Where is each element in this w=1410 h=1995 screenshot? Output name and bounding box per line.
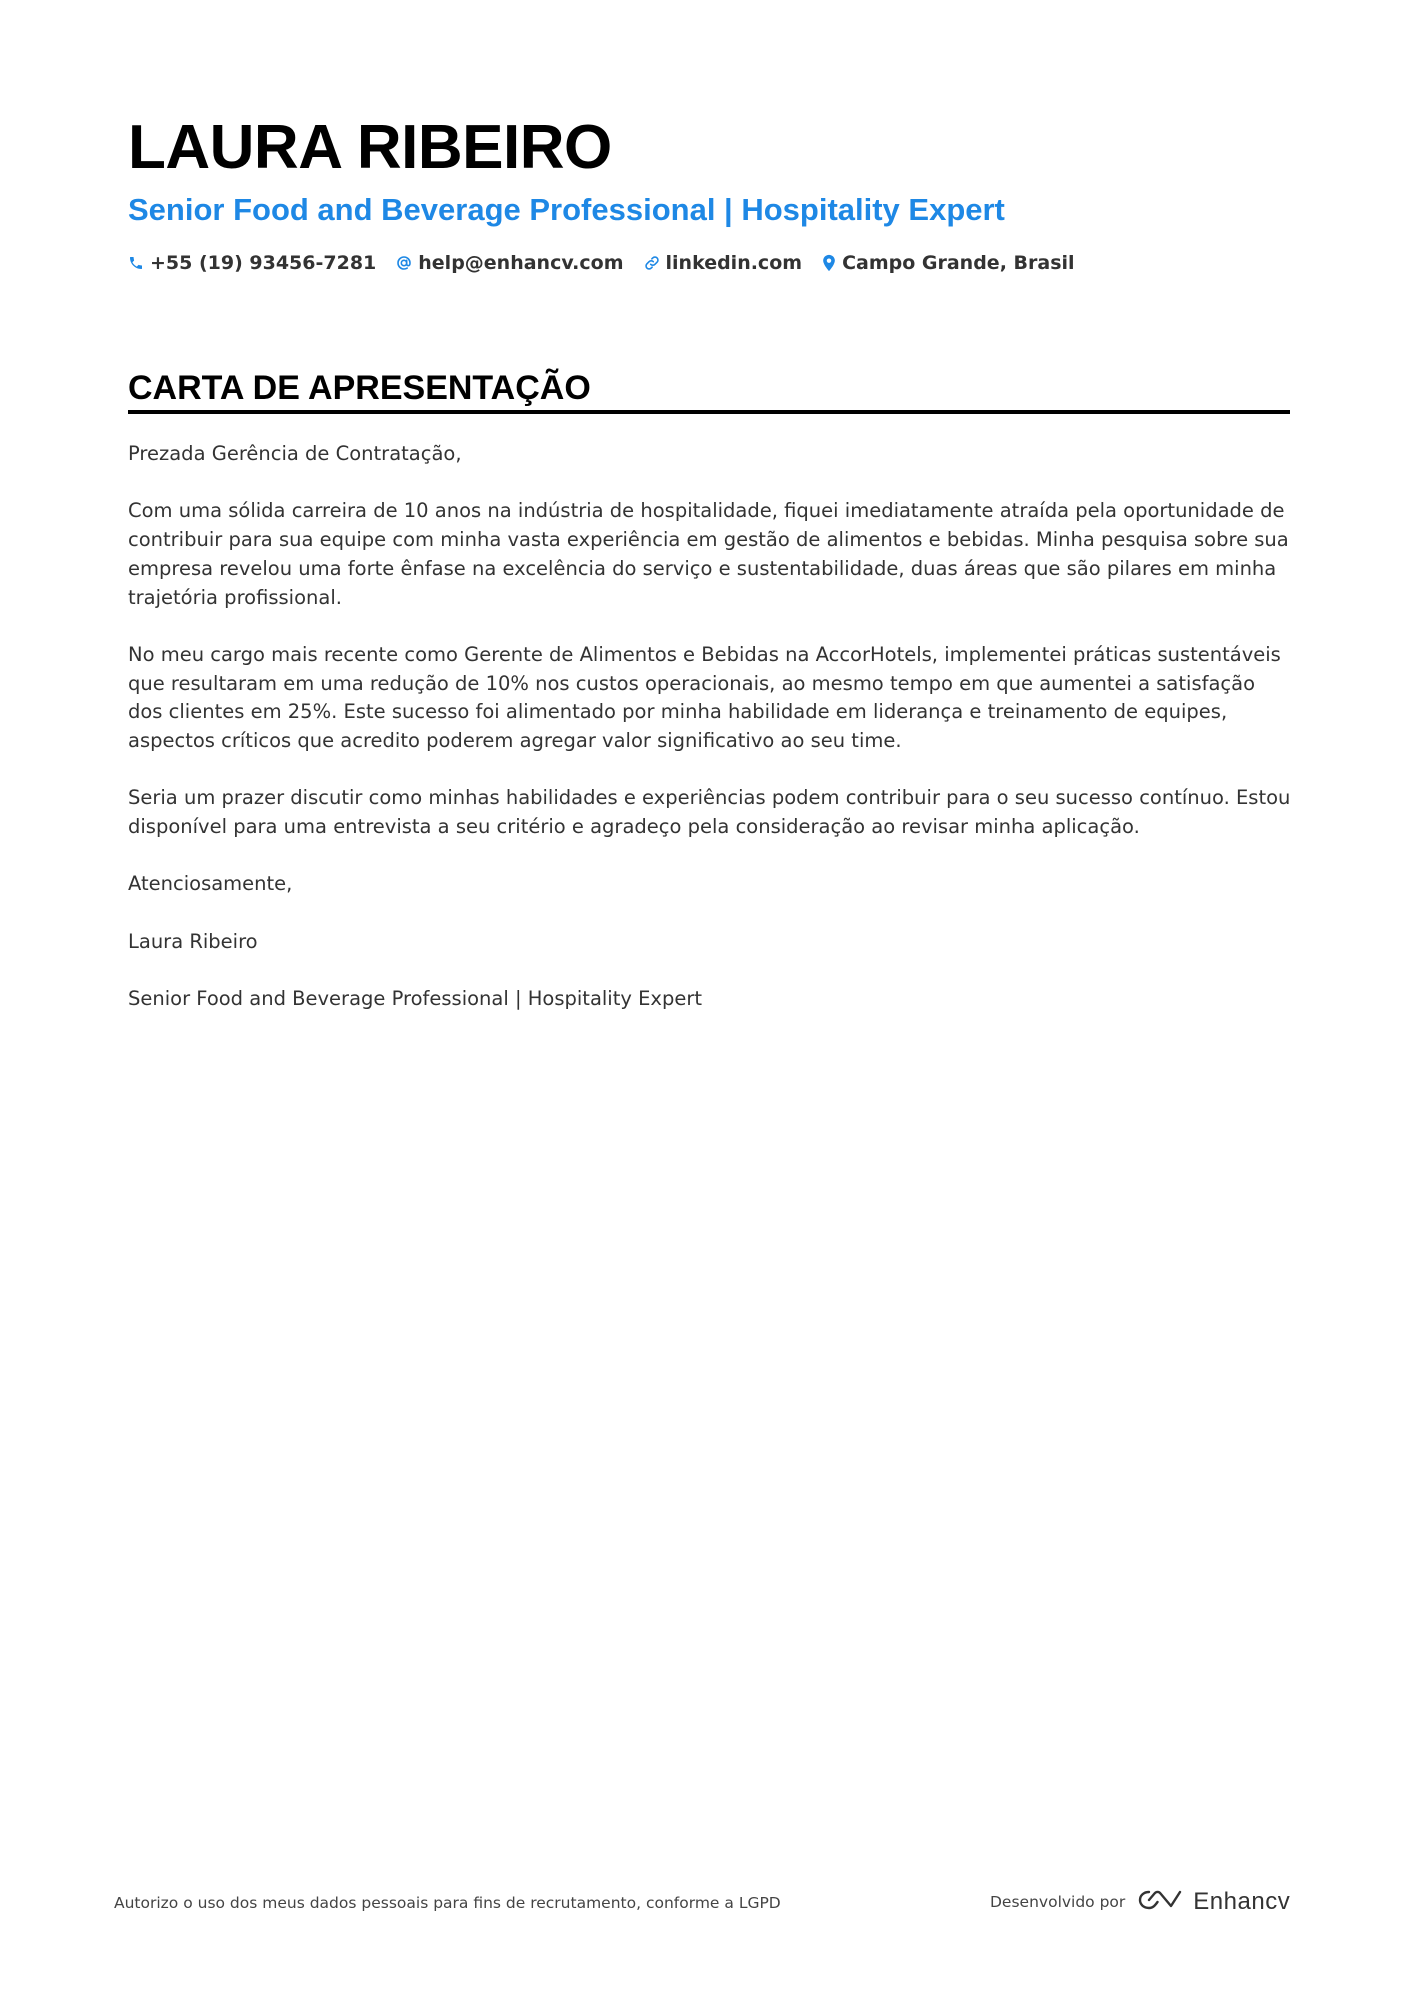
contact-email-text: help@enhancv.com — [418, 252, 624, 274]
signature-title: Senior Food and Beverage Professional | Hospitality Expert — [128, 987, 703, 1011]
enhancv-logo-icon — [1137, 1888, 1183, 1916]
candidate-title: Senior Food and Beverage Professional | Hospitality Expert — [128, 192, 1005, 227]
lgpd-consent-note: Autorizo o uso dos meus dados pessoais para fins de recrutamento, conforme a LGPD — [114, 1894, 781, 1912]
section-title: CARTA DE APRESENTAÇÃO — [128, 369, 591, 407]
powered-by — [990, 1888, 1290, 1916]
contact-bar — [128, 252, 1075, 274]
letter-body — [128, 440, 1293, 1043]
location-pin-icon — [822, 254, 836, 272]
letter-paragraph: Seria um prazer discutir como minhas habilidades e experiências podem contribuir para o seu sucesso contínuo. Estou disponível para uma entrevista a seu critério e agradeço pela consideração ao revisar minha aplicação. — [128, 786, 1291, 839]
candidate-name: LAURA RIBEIRO — [128, 113, 612, 182]
phone-icon — [128, 255, 144, 271]
contact-location-text: Campo Grande, Brasil — [842, 252, 1075, 274]
powered-by-label: Desenvolvido por — [990, 1893, 1126, 1911]
contact-email[interactable] — [396, 252, 623, 274]
contact-phone-text: +55 (19) 93456-7281 — [150, 252, 377, 274]
contact-location — [822, 252, 1074, 274]
contact-phone — [128, 252, 376, 274]
section-divider — [128, 410, 1290, 414]
contact-linkedin[interactable] — [644, 252, 803, 274]
signature-name: Laura Ribeiro — [128, 929, 258, 953]
at-icon — [396, 255, 412, 271]
letter-closing: Atenciosamente, — [128, 872, 293, 896]
enhancv-brand-link[interactable] — [1137, 1888, 1290, 1916]
letter-paragraph: Com uma sólida carreira de 10 anos na indústria de hospitalidade, fiquei imediatamente atraída pela oportunidade de contribuir para sua equipe com minha vasta experiência em gestão de alimentos e bebidas. Minha pesquisa sobre sua empresa revelou uma forte ênfase na excelência do serviço e sustentabilidade, duas áreas que são pilares em minha trajetória profissional. — [128, 499, 1289, 609]
contact-linkedin-text: linkedin.com — [665, 252, 803, 274]
enhancv-brand-name: Enhancv — [1193, 1888, 1291, 1915]
letter-greeting: Prezada Gerência de Contratação, — [128, 442, 462, 465]
letter-paragraph: No meu cargo mais recente como Gerente de Alimentos e Bebidas na AccorHotels, implementei práticas sustentáveis que resultaram em uma redução de 10% nos custos operacionais, ao mesmo tempo em que aumentei a satisfação dos clientes em 25%. Este sucesso foi alimentado por minha habilidade em liderança e treinamento de equipes, aspectos críticos que acredito poderem agregar valor significativo ao seu time. — [128, 642, 1281, 752]
link-icon — [644, 255, 660, 271]
